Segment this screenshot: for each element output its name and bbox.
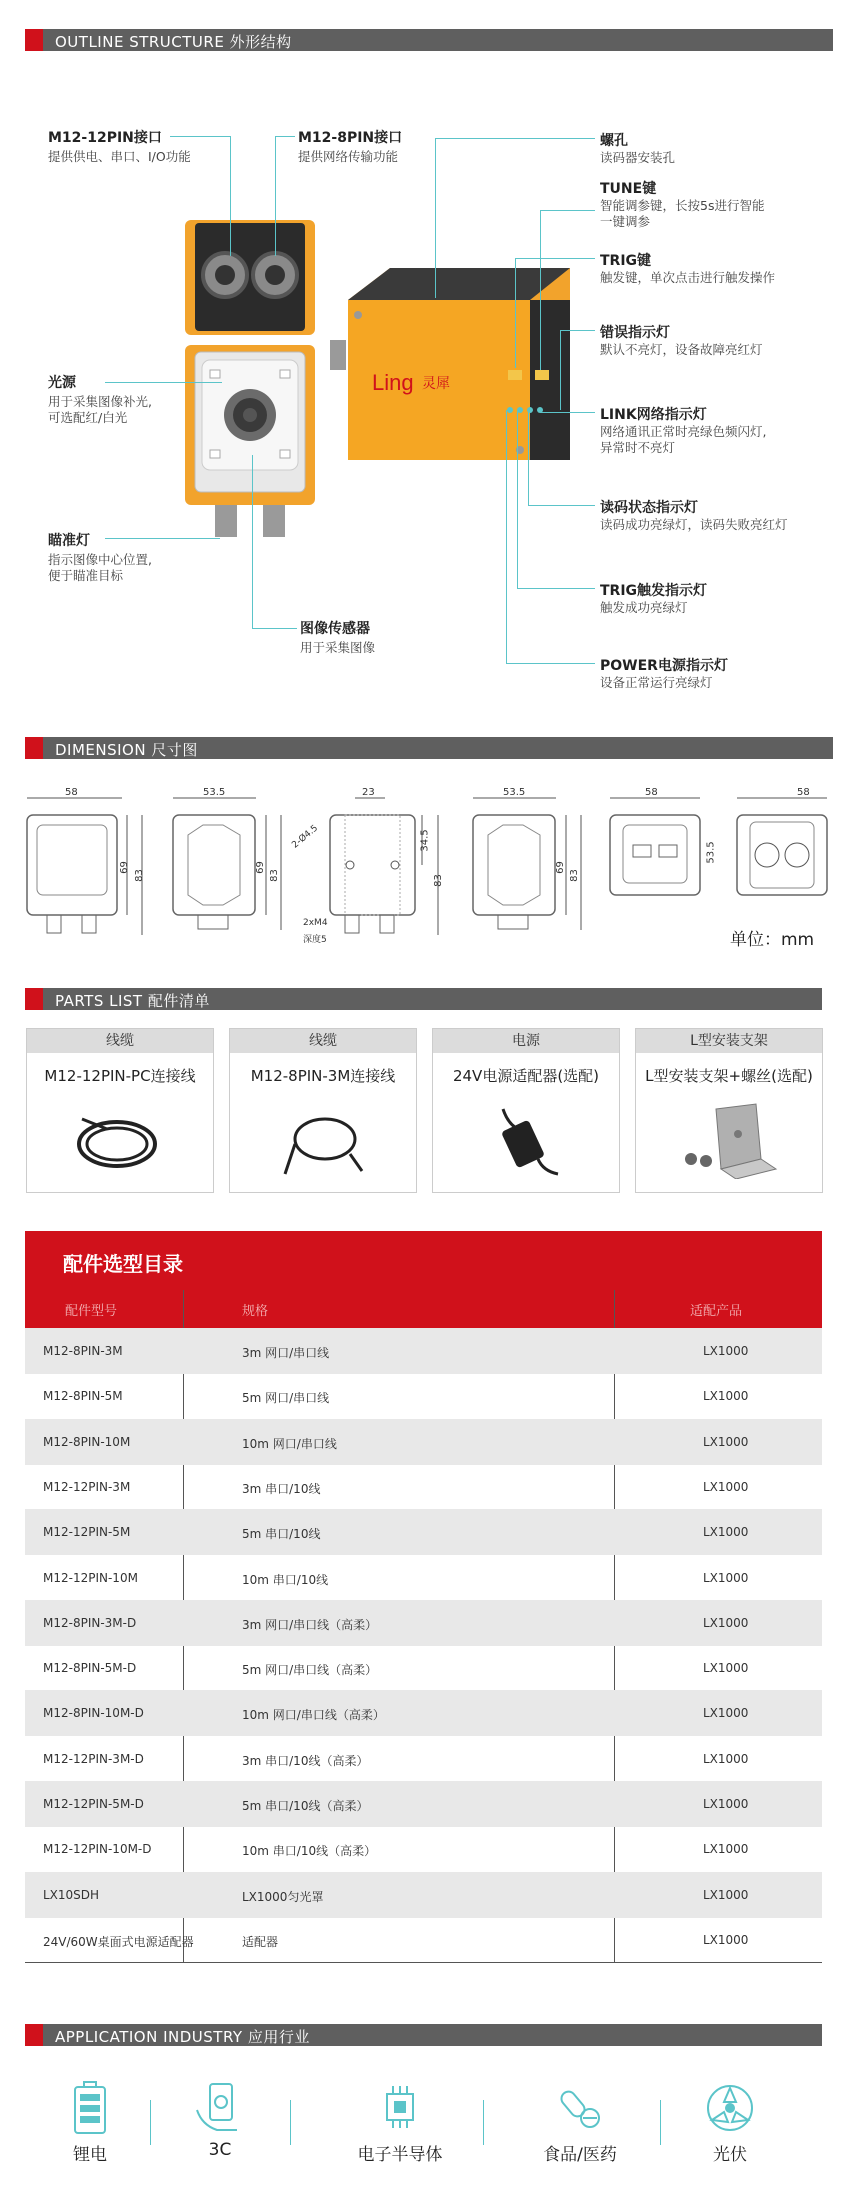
cell-spec: 3m 网口/串口线 (242, 1346, 330, 1360)
divider (290, 2100, 291, 2145)
cell-model: M12-8PIN-5M-D (43, 1661, 137, 1676)
desc-tune-1: 智能调参键，长按5s进行智能 (600, 198, 765, 213)
dim1-width: 58 (65, 787, 78, 798)
dim2-height: 69 (254, 861, 266, 874)
callout-line (515, 258, 516, 368)
cell-spec: 5m 网口/串口线 (242, 1391, 330, 1406)
label-trig-led: TRIG触发指示灯 (600, 583, 708, 599)
part-category: 线缆 (230, 1029, 416, 1053)
brand-logo: Ling (372, 370, 414, 395)
dim2-width: 53.5 (203, 787, 226, 798)
header-accent (25, 29, 43, 51)
desc-tune-2: 一键调参 (600, 214, 651, 229)
part-card[interactable] (635, 1028, 823, 1193)
callout-line (435, 138, 595, 139)
cell-product: LX1000 (703, 1887, 749, 1902)
desc-read: 读码成功亮绿灯，读码失败亮红灯 (600, 517, 788, 532)
desc-power: 设备正常运行亮绿灯 (600, 675, 713, 690)
table-row (25, 1872, 822, 1918)
cell-model: M12-8PIN-10M (43, 1434, 131, 1449)
part-name: M12-12PIN-PC连接线 (44, 1067, 196, 1085)
dim3-note2: 2xM4 (303, 918, 328, 928)
callout-line (170, 136, 230, 137)
cell-product: LX1000 (703, 1479, 749, 1494)
desc-sensor: 用于采集图像 (300, 640, 376, 655)
application-name: 食品/医药 (543, 2145, 617, 2165)
application-item (345, 2080, 455, 2165)
header-accent (25, 737, 43, 759)
cell-model: M12-12PIN-3M-D (43, 1751, 144, 1766)
cell-model: M12-12PIN-3M (43, 1479, 131, 1494)
cell-spec: 10m 串口/10线 (242, 1572, 329, 1587)
label-trig: TRIG键 (600, 253, 652, 269)
cell-model: M12-8PIN-3M (43, 1344, 123, 1358)
dim3-note1: 2-Ø4.5 (290, 823, 321, 851)
cell-model: LX10SDH (43, 1887, 100, 1902)
cell-spec: 5m 串口/10线（高柔） (242, 1799, 369, 1813)
cell-product: LX1000 (703, 1706, 749, 1721)
cell-spec: 5m 串口/10线 (242, 1527, 321, 1542)
label-m12-8pin: M12-8PIN接口 (298, 130, 403, 146)
parts-section-header (25, 988, 822, 1010)
callout-line (252, 455, 253, 628)
chip-icon (375, 2080, 425, 2136)
callout-line (540, 412, 595, 413)
table-row (25, 1600, 822, 1646)
cell-product: LX1000 (703, 1751, 749, 1766)
cell-product: LX1000 (703, 1932, 749, 1947)
part-category: 线缆 (27, 1029, 213, 1053)
dimension-unit: 单位：mm (730, 930, 815, 950)
desc-m12-12pin: 提供供电、串口、I/O功能 (48, 149, 191, 164)
callout-line (560, 330, 595, 331)
desc-error: 默认不亮灯，设备故障亮红灯 (600, 342, 763, 357)
label-screw: 螺孔 (600, 133, 628, 149)
callout-line (252, 628, 297, 629)
label-error: 错误指示灯 (600, 325, 670, 341)
cell-product: LX1000 (703, 1525, 749, 1540)
dimension-drawing-5 (605, 790, 715, 910)
desc-trig-led: 触发成功亮绿灯 (600, 600, 688, 615)
table-row (25, 1917, 822, 1963)
label-read: 读码状态指示灯 (600, 500, 698, 516)
callout-line (528, 505, 595, 506)
dim3-width: 23 (362, 787, 375, 798)
cell-product: LX1000 (703, 1842, 749, 1857)
desc-light-2: 可选配红/白光 (48, 410, 128, 425)
outline-section-title: OUTLINE STRUCTURE 外形结构 (55, 33, 292, 51)
parts-section-title: PARTS LIST 配件清单 (55, 992, 210, 1010)
cell-model: M12-12PIN-10M (43, 1570, 138, 1585)
dim1-height: 69 (118, 861, 130, 874)
application-name: 光伏 (713, 2145, 747, 2165)
desc-aim-2: 便于瞄准目标 (48, 568, 124, 583)
label-aim: 瞄准灯 (48, 533, 90, 549)
part-card[interactable] (432, 1028, 620, 1193)
callout-line (506, 663, 595, 664)
cell-model: M12-8PIN-10M-D (43, 1706, 144, 1721)
bracket-icon (676, 1099, 786, 1179)
callout-line (528, 410, 529, 505)
part-category: L型安装支架 (636, 1029, 822, 1053)
callout-line (517, 588, 595, 589)
callout-line (560, 330, 561, 410)
table-row (25, 1781, 822, 1827)
col-header-spec: 规格 (242, 1304, 269, 1319)
cell-model: M12-12PIN-5M-D (43, 1797, 144, 1811)
outline-section-header (25, 29, 833, 51)
label-power: POWER电源指示灯 (600, 658, 728, 674)
desc-light-1: 用于采集图像补光, (48, 394, 152, 409)
dim4-height: 69 (554, 861, 566, 874)
cell-product: LX1000 (703, 1570, 749, 1585)
table-row (25, 1690, 822, 1736)
cell-product: LX1000 (703, 1434, 749, 1449)
dim5-width: 58 (645, 787, 658, 798)
application-section-title: APPLICATION INDUSTRY 应用行业 (55, 2028, 310, 2046)
table-row (25, 1826, 822, 1872)
power-adapter-icon (473, 1099, 573, 1179)
dim4-height2: 83 (568, 869, 580, 882)
label-m12-12pin: M12-12PIN接口 (48, 130, 162, 146)
callout-line (435, 138, 436, 298)
cell-spec: 3m 串口/10线（高柔） (242, 1753, 369, 1768)
table-row (25, 1555, 822, 1601)
cable-icon (270, 1099, 370, 1179)
dimension-section-title: DIMENSION 尺寸图 (55, 741, 198, 759)
table-row (25, 1736, 822, 1782)
callout-line (506, 410, 507, 663)
part-name: 24V电源适配器(选配) (452, 1067, 600, 1085)
label-tune: TUNE键 (600, 181, 657, 197)
dim2-height2: 83 (268, 869, 280, 882)
part-name: L型安装支架+螺丝(选配) (645, 1067, 813, 1085)
table-row (25, 1645, 822, 1691)
application-name: 锂电 (73, 2145, 107, 2165)
cell-spec: 3m 网口/串口线（高柔） (242, 1617, 378, 1632)
callout-line (540, 210, 595, 211)
part-card[interactable] (26, 1028, 214, 1193)
part-name: M12-8PIN-3M连接线 (250, 1067, 396, 1085)
application-item (700, 2080, 760, 2165)
divider (660, 2100, 661, 2145)
application-name: 电子半导体 (357, 2145, 443, 2165)
application-section-header (25, 2024, 822, 2046)
cell-spec: 10m 网口/串口线 (242, 1436, 337, 1451)
cell-product: LX1000 (703, 1661, 749, 1676)
col-header-product: 适配产品 (690, 1304, 743, 1319)
callout-line (540, 210, 541, 370)
cell-spec: 适配器 (242, 1934, 279, 1949)
cell-spec: 5m 网口/串口线（高柔） (242, 1663, 378, 1678)
table-bottom-border (25, 1962, 822, 1963)
cell-product: LX1000 (703, 1344, 749, 1358)
dim1-height2: 83 (133, 869, 145, 882)
cell-spec: LX1000匀光罩 (242, 1889, 324, 1904)
dim3-height: 34.5 (419, 829, 431, 852)
application-item (530, 2080, 630, 2165)
table-row (25, 1328, 822, 1374)
catalog-title: 配件选型目录 (63, 1252, 183, 1276)
application-item (190, 2080, 250, 2160)
cell-model: 24V/60W桌面式电源适配器 (43, 1934, 194, 1949)
dim3-note3: 深度5 (303, 935, 327, 945)
cell-model: M12-8PIN-3M-D (43, 1615, 137, 1630)
desc-m12-8pin: 提供网络传输功能 (298, 149, 399, 164)
cell-spec: 10m 串口/10线（高柔） (242, 1844, 377, 1859)
catalog-title-bar (25, 1231, 822, 1290)
battery-icon (70, 2080, 110, 2136)
dim3-height2: 83 (432, 874, 444, 887)
medicine-icon (552, 2080, 608, 2136)
cell-spec: 10m 网口/串口线（高柔） (242, 1708, 385, 1723)
dimension-section-header (25, 737, 833, 759)
callout-line (105, 538, 220, 539)
divider (483, 2100, 484, 2145)
device-front-illustration (180, 215, 320, 545)
callout-line (275, 136, 276, 256)
table-row (25, 1509, 822, 1555)
table-row (25, 1464, 822, 1510)
table-row (25, 1419, 822, 1465)
catalog-header-row (25, 1290, 822, 1328)
application-item (60, 2080, 120, 2165)
cell-product: LX1000 (703, 1797, 749, 1811)
desc-screw: 读码器安装孔 (600, 150, 676, 165)
label-link: LINK网络指示灯 (600, 407, 707, 423)
col-header-model: 配件型号 (65, 1304, 118, 1319)
cell-model: M12-12PIN-10M-D (43, 1842, 152, 1857)
part-card[interactable] (229, 1028, 417, 1193)
cell-spec: 3m 串口/10线 (242, 1481, 321, 1496)
application-name: 3C (208, 2140, 232, 2160)
header-accent (25, 2024, 43, 2046)
dim4-width: 53.5 (503, 787, 526, 798)
desc-link-2: 异常时不亮灯 (600, 440, 676, 455)
cell-model: M12-8PIN-5M (43, 1389, 123, 1404)
dimension-drawing-1 (22, 790, 152, 950)
phone-hand-icon (192, 2080, 248, 2136)
part-category: 电源 (433, 1029, 619, 1053)
cable-icon (67, 1099, 167, 1179)
label-sensor: 图像传感器 (300, 621, 370, 637)
dim6-width: 58 (797, 787, 810, 798)
cell-product: LX1000 (703, 1615, 749, 1630)
divider (150, 2100, 151, 2145)
desc-aim-1: 指示图像中心位置, (48, 552, 152, 567)
header-accent (25, 988, 43, 1010)
brand-logo-cn: 灵犀 (422, 375, 450, 391)
label-light: 光源 (48, 375, 76, 391)
desc-link-1: 网络通讯正常时亮绿色频闪灯, (600, 424, 767, 439)
dim6-height: 53.5 (705, 841, 717, 864)
cell-product: LX1000 (703, 1389, 749, 1404)
callout-line (230, 136, 231, 256)
table-row (25, 1373, 822, 1419)
dimension-drawing-6 (732, 790, 842, 910)
callout-line (275, 136, 295, 137)
solar-icon (702, 2080, 758, 2136)
callout-line (105, 382, 222, 383)
device-side-illustration (330, 260, 570, 480)
callout-line (517, 410, 518, 588)
desc-trig: 触发键，单次点击进行触发操作 (600, 270, 776, 285)
callout-line (515, 258, 595, 259)
cell-model: M12-12PIN-5M (43, 1525, 131, 1540)
